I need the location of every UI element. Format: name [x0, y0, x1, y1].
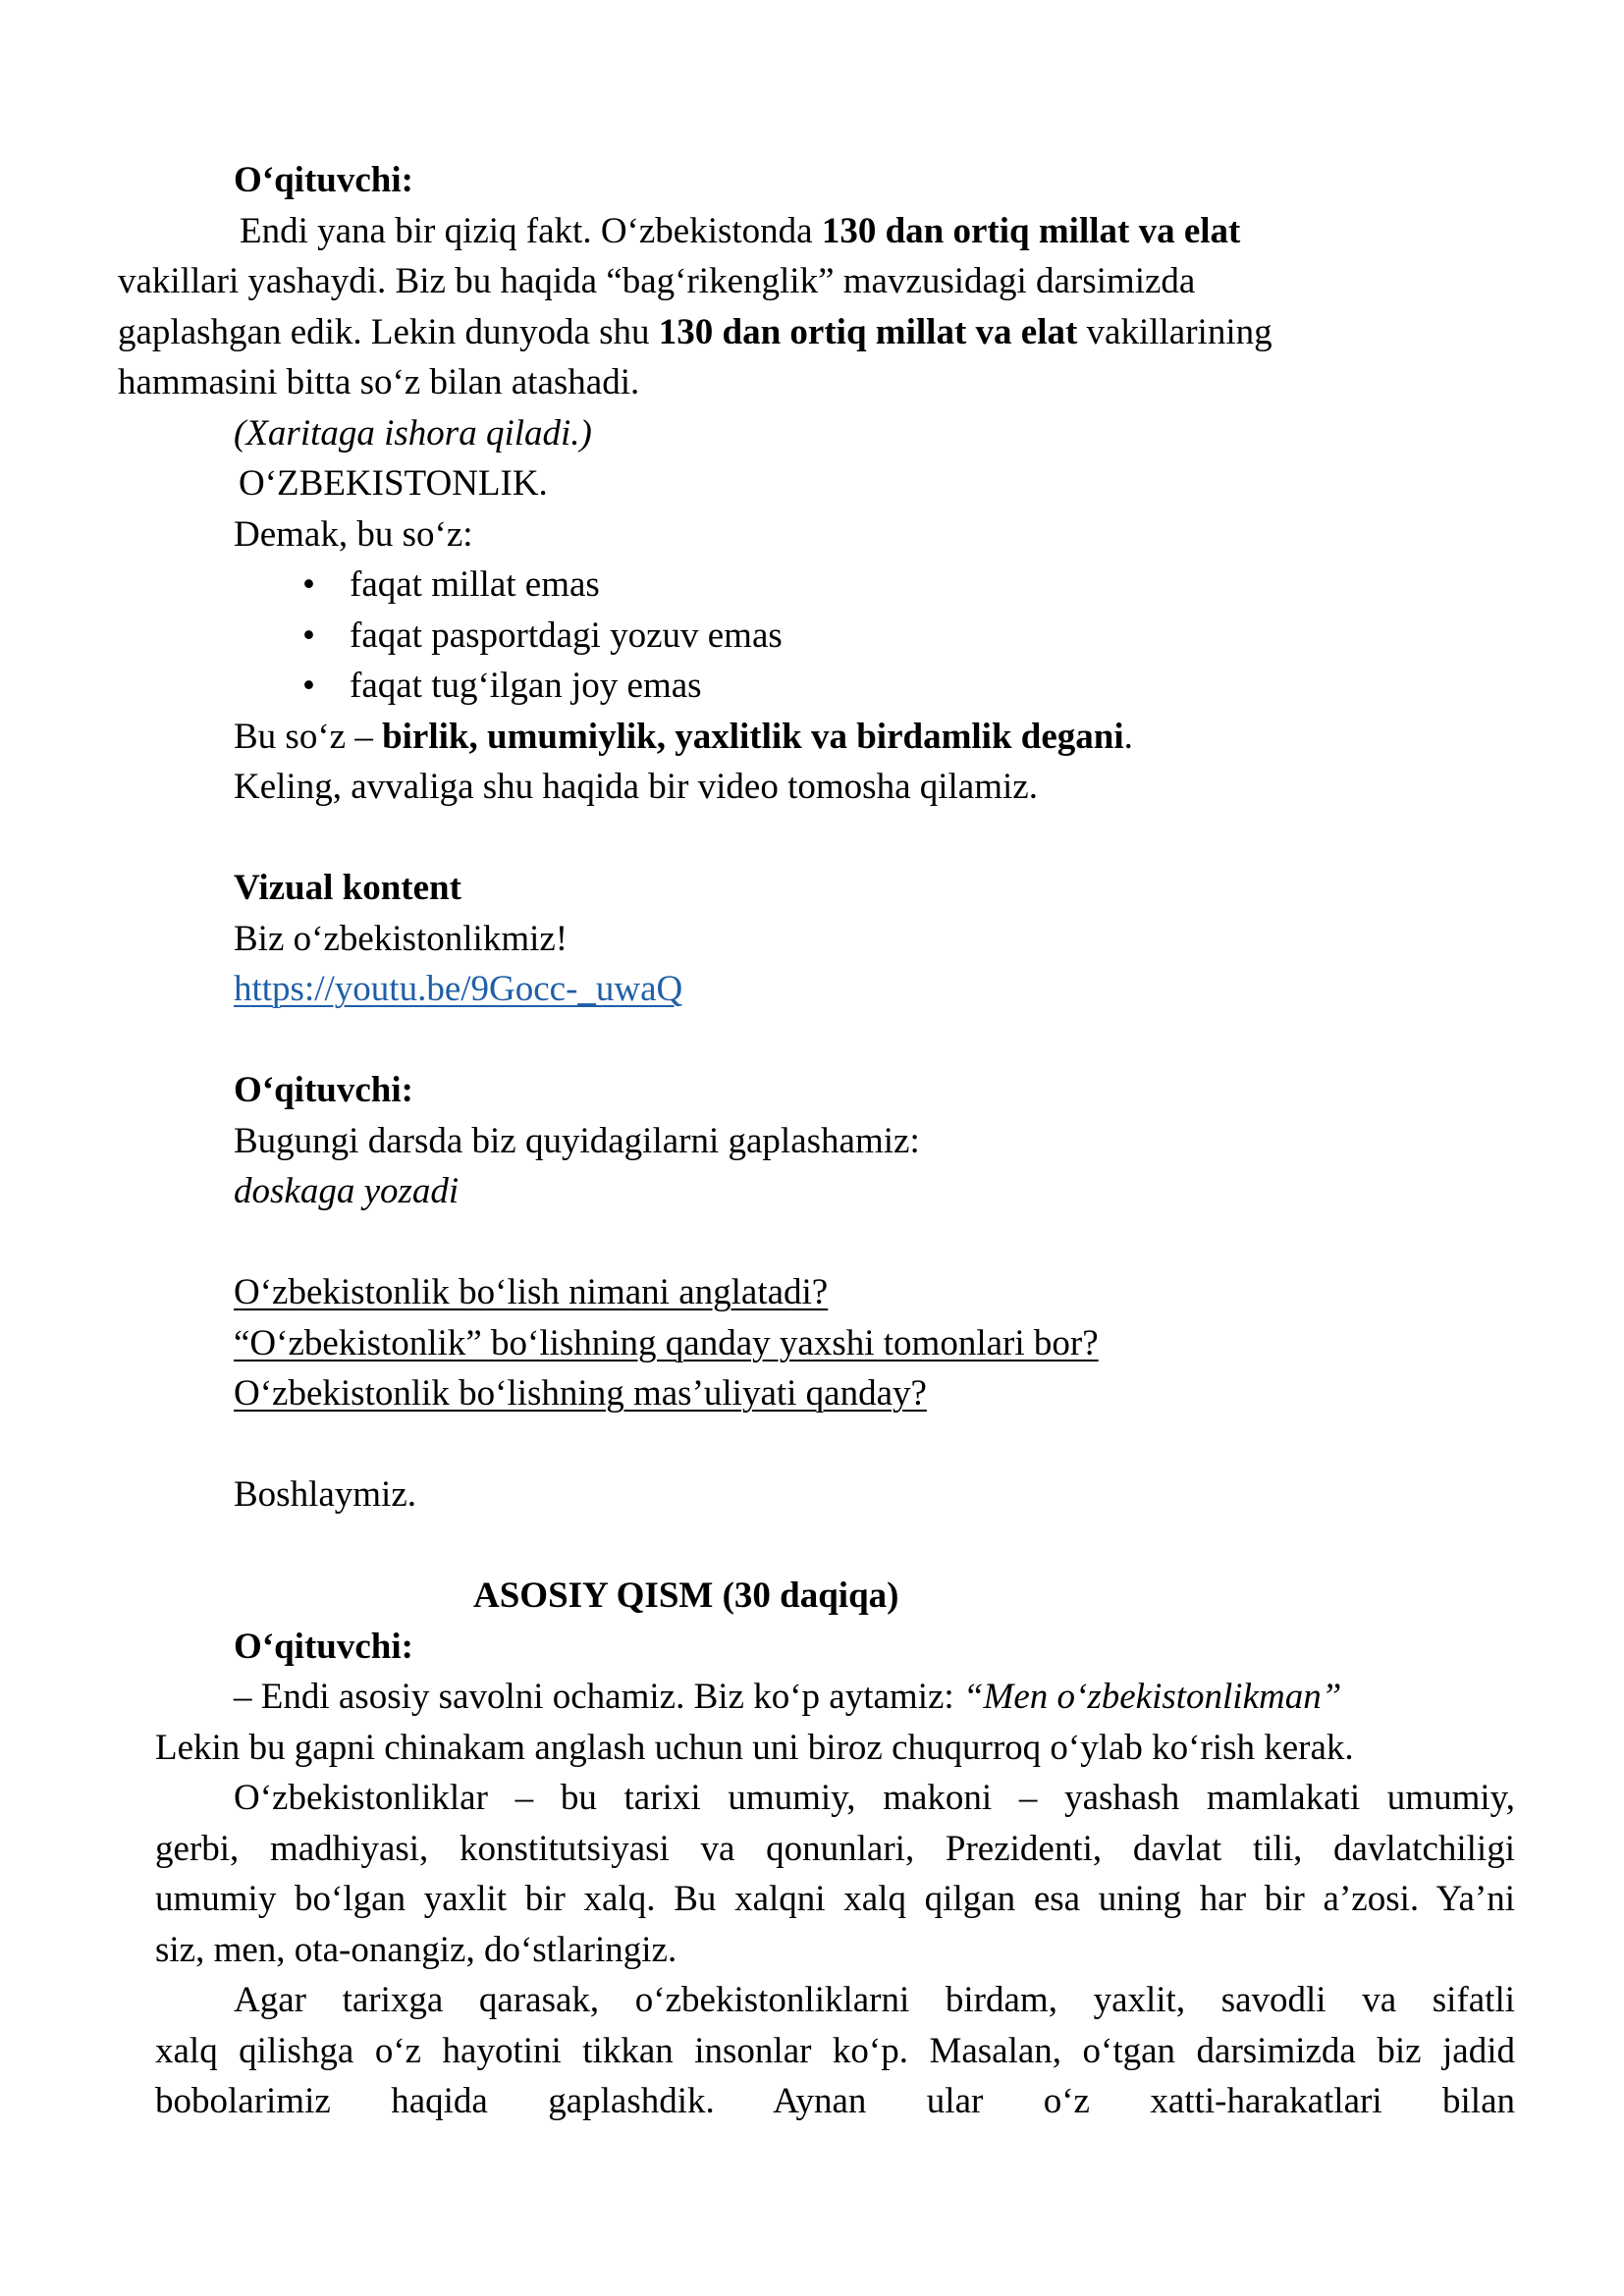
question-2: “O‘zbekistonlik” bo‘lishning qanday yaxshi tomonlari bor? [234, 1322, 1099, 1363]
section-title: ASOSIY QISM (30 daqiqa) [473, 1575, 899, 1616]
video-link-line [234, 964, 1515, 1015]
question-1: O‘zbekistonlik bo‘lish nimani anglatadi? [234, 1272, 829, 1312]
question-line [234, 1318, 1515, 1369]
list-item: • faqat tug‘ilgan joy emas [234, 661, 1515, 712]
paragraph-line: O‘zbekistonliklar – bu tarixi umumiy, makoni – yashash mamlakati umumiy, [234, 1778, 1515, 1818]
blank-line [234, 1521, 1515, 1572]
paragraph-line: siz, men, ota-onangiz, do‘stlaringiz. [155, 1929, 677, 1970]
teacher-heading-2: O‘qituvchi: [234, 1070, 413, 1110]
demak-line: Demak, bu so‘z: [234, 513, 473, 555]
bullet-icon: • [302, 666, 315, 706]
video-intro-line: Keling, avvaliga shu haqida bir video tomosha qilamiz. [234, 767, 1038, 807]
list-item: • faqat pasportdagi yozuv emas [234, 611, 1515, 662]
quote-phrase: “Men o‘zbekistonlikman” [962, 1677, 1342, 1717]
paragraph-line: gaplashgan edik. Lekin dunyoda shu 130 dan ortiq millat va elat vakillarining [118, 311, 1272, 352]
paragraph-line: Agar tarixga qarasak, o‘zbekistonliklarni birdam, yaxlit, savodli va sifatli [234, 1980, 1515, 2020]
paragraph-line: bobolarimiz haqida gaplashdik. Aynan ular o‘z xatti-harakatlari bilan [155, 2081, 1515, 2121]
paragraph-line: – Endi asosiy savolni ochamiz. Biz ko‘p aytamiz: “Men o‘zbekistonlikman” [234, 1677, 1342, 1717]
bold-phrase: birlik, umumiylik, yaxlitlik va birdamlik degani [382, 716, 1124, 757]
video-link[interactable]: https://youtu.be/9Gocc-_uwaQ [234, 969, 683, 1009]
blank-line [234, 1015, 1515, 1066]
bullet-icon: • [302, 564, 315, 605]
paragraph-line: vakillari yashaydi. Biz bu haqida “bag‘rikenglik” mavzusidagi darsimizda [118, 261, 1196, 301]
main-text [155, 1672, 1515, 2127]
question-line [234, 1368, 1515, 1419]
question-line [234, 1267, 1515, 1318]
bold-phrase: 130 dan ortiq millat va elat [658, 311, 1078, 352]
question-3: O‘zbekistonlik bo‘lishning mas’uliyati qanday? [234, 1373, 927, 1414]
blank-line [234, 1217, 1515, 1268]
definition-line: Bu so‘z – birlik, umumiylik, yaxlitlik va birdamlik degani. [234, 716, 1133, 757]
video-title: Biz o‘zbekistonlikmiz! [234, 918, 568, 959]
teacher-heading-3: O‘qituvchi: [234, 1626, 413, 1667]
bullet-list [234, 560, 1515, 712]
start-line: Boshlaymiz. [234, 1474, 417, 1515]
paragraph-line: xalq qilishga o‘z hayotini tikkan insonlar ko‘p. Masalan, o‘tgan darsimizda biz jadid [155, 2030, 1515, 2071]
paragraph-line: gerbi, madhiyasi, konstitutsiyasi va qonunlari, Prezidenti, davlat tili, davlatchiligi [155, 1828, 1515, 1869]
key-word: O‘ZBEKISTONLIK. [239, 463, 548, 504]
teacher-heading-1: O‘qituvchi: [234, 160, 413, 200]
blank-line [234, 813, 1515, 864]
paragraph-line: Lekin bu gapni chinakam anglash uchun uni biroz chuqurroq o‘ylab ko‘rish kerak. [155, 1727, 1354, 1768]
lesson-intro-line: Bugungi darsda biz quyidagilarni gaplashamiz: [234, 1120, 920, 1161]
paragraph-line: umumiy bo‘lgan yaxlit bir xalq. Bu xalqni xalq qilgan esa uning har bir a’zosi. Ya’ni [155, 1879, 1515, 1919]
paragraph-line: hammasini bitta so‘z bilan atashadi. [118, 362, 640, 402]
visual-content-heading: Vizual kontent [234, 868, 461, 908]
paragraph-line: Endi yana bir qiziq fakt. O‘zbekistonda 130 dan ortiq millat va elat [240, 210, 1241, 251]
stage-note: doskaga yozadi [234, 1171, 460, 1211]
document-content [118, 155, 1515, 2127]
bullet-icon: • [302, 614, 315, 656]
blank-line [234, 1419, 1515, 1470]
list-item: • faqat millat emas [234, 560, 1515, 611]
bold-phrase: 130 dan ortiq millat va elat [821, 210, 1241, 251]
stage-note: (Xaritaga ishora qiladi.) [234, 412, 592, 454]
